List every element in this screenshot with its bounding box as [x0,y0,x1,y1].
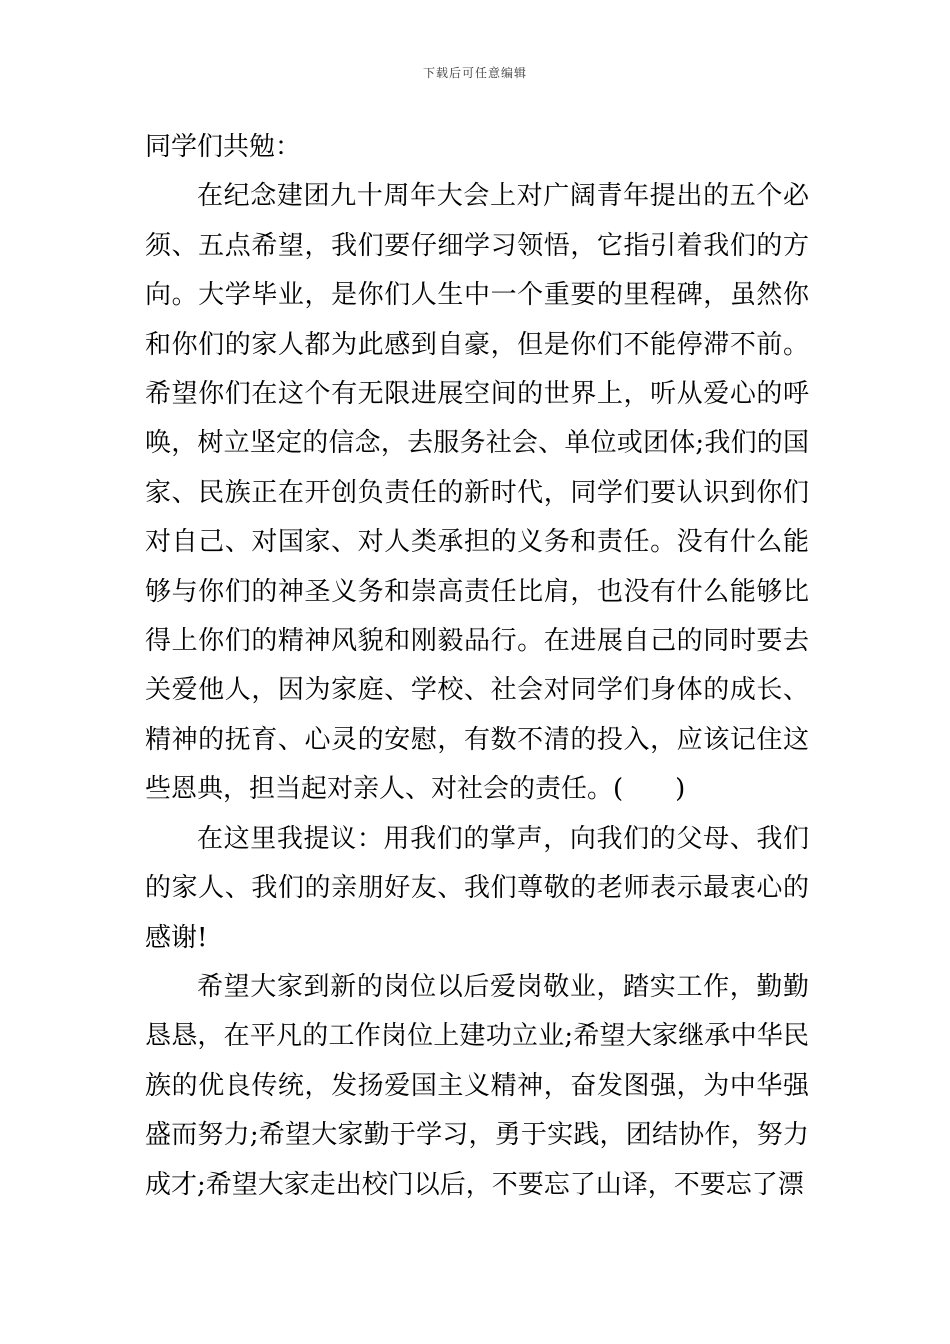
paragraph: 在这里我提议：用我们的掌声，向我们的父母、我们的家人、我们的亲朋好友、我们尊敬的老师表示最衷心的感谢! [145,823,809,953]
document-body [145,123,809,1210]
paragraph-salutation: 同学们共勉： [145,132,302,162]
paragraph: 希望大家到新的岗位以后爱岗敬业，踏实工作，勤勤恳恳，在平凡的工作岗位上建功立业;希望大家继承中华民族的优良传统，发扬爱国主义精神，奋发图强，为中华强盛而努力;希望大家勤于学习，勇于实践，团结协作，努力成才;希望大家走出校门以后，不要忘了山译，不要忘了漂 [145,971,809,1200]
page-header: 下载后可任意编辑 [422,66,527,80]
paragraph: 在纪念建团九十周年大会上对广阔青年提出的五个必须、五点希望，我们要仔细学习领悟，它指引着我们的方向。大学毕业，是你们人生中一个重要的里程碑，虽然你和你们的家人都为此感到自豪，但是你们不能停滞不前。希望你们在这个有无限进展空间的世界上，听从爱心的呼唤，树立坚定的信念，去服务社会、单位或团体;我们的国家、民族正在开创负责任的新时代，同学们要认识到你们对自己、对国家、对人类承担的义务和责任。没有什么能够与你们的神圣义务和崇高责任比肩，也没有什么能够比得上你们的精神风貌和刚毅品行。在进展自己的同时要去关爱他人，因为家庭、学校、社会对同学们身体的成长、精神的抚育、心灵的安慰，有数不清的投入，应该记住这些恩典，担当起对亲人、对社会的责任。( ) [145,181,809,805]
